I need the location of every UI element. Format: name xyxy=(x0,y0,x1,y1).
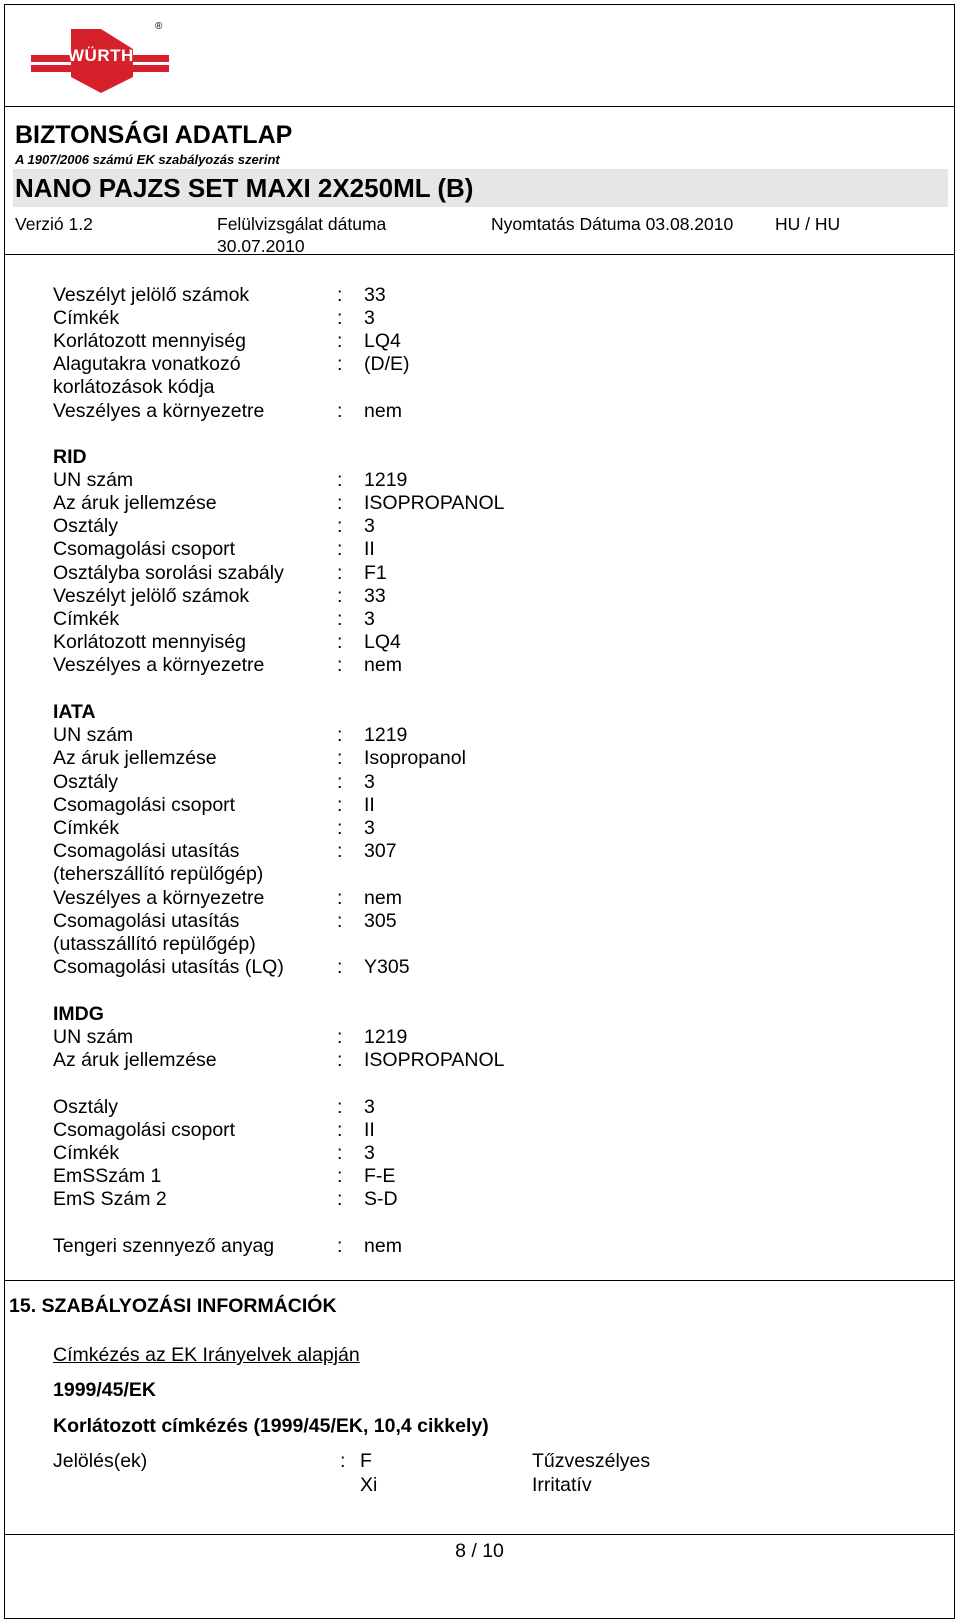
product-name: NANO PAJZS SET MAXI 2X250ML (B) xyxy=(15,173,474,203)
document-page: WÜRTH ® BIZTONSÁGI ADATLAP A 1907/2006 számú EK szabályozás szerint NANO PAJZS SET MAXI 2X250ML (B) Verzió 1.2 Felülvizsgálat dátuma 30.07.2010 Nyomtatás Dátuma 03.08.2010 HU / HU Veszélyt jelölő számok : 33 Címkék : 3 Korlátozott mennyiség : LQ4 Alagutakra vonatkozó korlátozások kódja : (D/E) Veszélyes a környezetre : nem RID UN szám : 1219 Az áruk jellemzése : ISOPROPANOL Osztály : 3 Csomagolási csoport : II Osztályba sorolási szabály : F1 Veszélyt jelölő számok : 33 Címkék : 3 Korlátozott mennyiség : LQ4 Veszélyes a környezetre : nem IATA UN szám : 1219 Az áruk jellemzése : Isopropanol Osztály : 3 Csomagolási csoport : II Címkék : 3 Csomagolási utasítás (teherszállító repülőgép) : 307 Veszélyes a környezetre : nem Csomagolási utasítás (utasszállító repülőgép) : 305 Csomagolási utasítás (LQ) : Y305 IMDG UN szám : 1219 Az áruk jellemzése : ISOPROPANOL Osztály : 3 Csomagolási csoport : II Címkék : 3 EmSSzám 1 : F-E EmS Szám 2 : S-D Tengeri szennyező anyag : nem 15. SZABÁLYOZÁSI INFORMÁCIÓK Címkézés az EK Irányelvek alapján 1999/45/EK Korlátozott címkézés (1999/45/EK, 10,4 cikkely) Jelölés(ek) : F Tűzveszélyes Xi Irritatív 8 / 10 xyxy=(4,4,955,1619)
wurth-logo-text: WÜRTH xyxy=(68,46,134,65)
version: Verzió 1.2 xyxy=(15,214,93,234)
language: HU / HU xyxy=(775,214,841,234)
document-title: BIZTONSÁGI ADATLAP xyxy=(15,121,293,149)
header-top-rule xyxy=(5,106,954,107)
registered-mark: ® xyxy=(155,21,163,32)
marking-label: Jelölés(ek) xyxy=(53,1450,148,1472)
marking-colon: : xyxy=(340,1450,346,1472)
rid-title: RID xyxy=(53,446,87,468)
iata-title: IATA xyxy=(53,701,96,723)
limited-labelling: Korlátozott címkézés (1999/45/EK, 10,4 cikkely) xyxy=(53,1415,489,1437)
marking-desc: Tűzveszélyes xyxy=(532,1450,651,1472)
section-divider xyxy=(5,1280,954,1281)
imdg-title: IMDG xyxy=(53,1003,104,1025)
section15-subtitle: Címkézés az EK Irányelvek alapján xyxy=(53,1344,360,1366)
print-date: Nyomtatás Dátuma 03.08.2010 xyxy=(491,214,734,234)
header-bottom-rule xyxy=(5,254,954,255)
section15-title: 15. SZABÁLYOZÁSI INFORMÁCIÓK xyxy=(9,1295,337,1317)
footer-rule xyxy=(5,1534,954,1535)
marking-code: F xyxy=(360,1450,372,1472)
directive: 1999/45/EK xyxy=(53,1379,156,1401)
review-date: 30.07.2010 xyxy=(217,236,305,256)
wurth-logo xyxy=(27,19,177,97)
page-number: 8 / 10 xyxy=(455,1540,504,1562)
review-date-label: Felülvizsgálat dátuma xyxy=(217,214,387,234)
regulation-subtitle: A 1907/2006 számú EK szabályozás szerint xyxy=(15,152,280,167)
marking-code: Xi xyxy=(360,1474,378,1496)
marking-desc: Irritatív xyxy=(532,1474,592,1496)
